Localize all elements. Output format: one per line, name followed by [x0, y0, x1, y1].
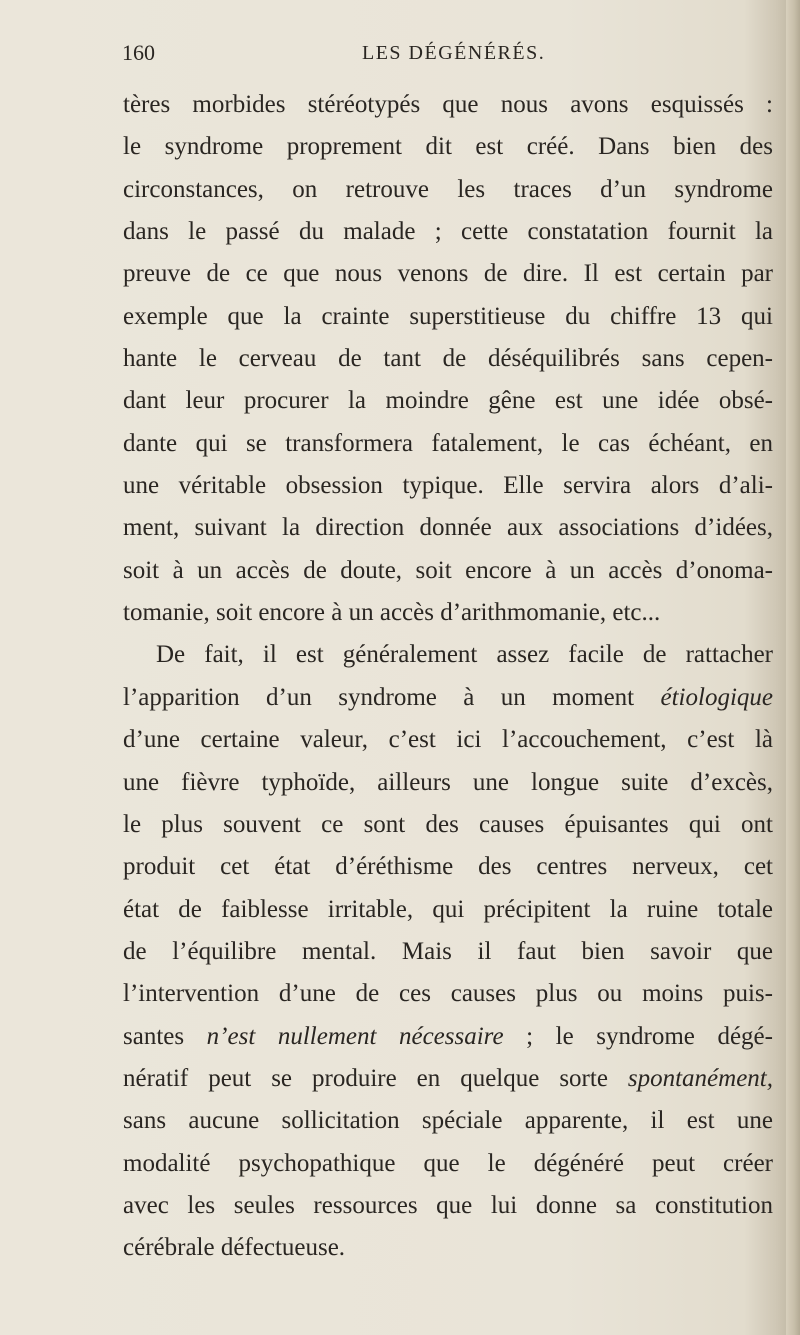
text-line: une véritable obsession typique. Elle servira alors d’ali- — [123, 472, 773, 500]
text-line: cérébrale défectueuse. — [123, 1234, 346, 1262]
text-line: d’une certaine valeur, c’est ici l’accouchement, c’est là — [123, 726, 773, 754]
text-line — [123, 1058, 773, 1100]
text-line: preuve de ce que nous venons de dire. Il est certain par — [123, 260, 773, 288]
page-edge — [786, 0, 800, 1335]
text-line: dans le passé du malade ; cette constatation fournit la — [123, 218, 773, 246]
text-line: exemple que la crainte superstitieuse du chiffre 13 qui — [123, 302, 773, 330]
text-line: de l’équilibre mental. Mais il faut bien savoir que — [123, 937, 773, 965]
paragraph-first-line: De fait, il est généralement assez facile de rattacher — [156, 641, 773, 669]
text-line: état de faiblesse irritable, qui précipitent la ruine totale — [123, 895, 773, 923]
text-line: le syndrome proprement dit est créé. Dans bien des — [123, 133, 773, 161]
text-line — [123, 1016, 773, 1058]
text-run: nératif peut se produire en quelque sorte — [123, 1064, 628, 1092]
text-line: dant leur procurer la moindre gêne est une idée obsé- — [123, 387, 773, 415]
text-line: dante qui se transformera fatalement, le cas échéant, en — [123, 429, 773, 457]
text-line: sans aucune sollicitation spéciale apparente, il est une — [123, 1107, 773, 1135]
text-run: l’apparition d’un syndrome à un moment — [123, 683, 661, 711]
text-line: hante le cerveau de tant de déséquilibrés sans cepen- — [123, 345, 773, 373]
text-line — [123, 677, 773, 719]
text-line: circonstances, on retrouve les traces d’un syndrome — [123, 175, 773, 203]
italic-run: spontanément, — [627, 1064, 773, 1092]
text-line: tères morbides stéréotypés que nous avons esquissés : — [123, 91, 773, 118]
page-header — [122, 40, 682, 70]
text-line: modalité psychopathique que le dégénéré peut créer — [123, 1149, 773, 1177]
italic-run: n’est nullement nécessaire — [206, 1022, 504, 1050]
text-line: produit cet état d’éréthisme des centres nerveux, cet — [123, 853, 773, 881]
page-number: 160 — [122, 40, 155, 65]
text-run: ; le syndrome dégé- — [503, 1022, 773, 1050]
body-text — [123, 84, 773, 1270]
italic-run: étiologique — [660, 683, 773, 711]
text-line: avec les seules ressources que lui donne sa constitution — [123, 1191, 773, 1219]
text-line: une fièvre typhoïde, ailleurs une longue suite d’excès, — [123, 768, 773, 796]
text-line: tomanie, soit encore à un accès d’arithmomanie, etc... — [123, 599, 661, 627]
text-run: santes — [123, 1022, 207, 1050]
text-line: le plus souvent ce sont des causes épuisantes qui ont — [123, 810, 773, 838]
text-line: soit à un accès de doute, soit encore à un accès d’onoma- — [123, 556, 773, 584]
text-line: l’intervention d’une de ces causes plus ou moins puis- — [123, 980, 773, 1008]
text-line: ment, suivant la direction donnée aux associations d’idées, — [123, 514, 773, 542]
running-title: LES DÉGÉNÉRÉS. — [362, 42, 546, 64]
